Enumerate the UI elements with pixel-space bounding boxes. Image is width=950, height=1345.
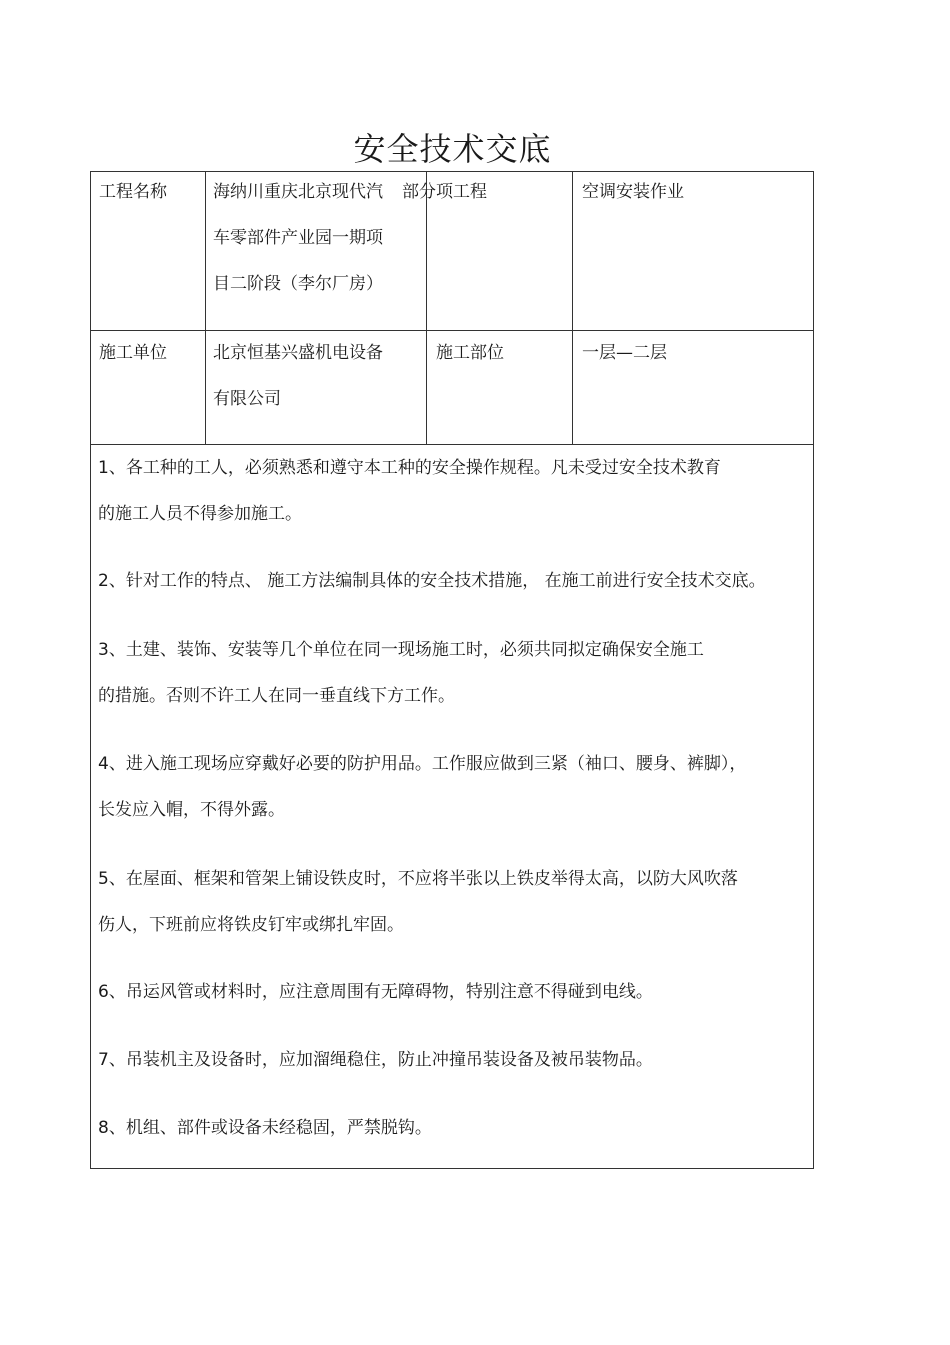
item-text: 3、土建、装饰、安装等几个单位在同一现场施工时，必须共同拟定确保安 xyxy=(98,640,653,660)
project-name-line: 海纳川重庆北京现代汽 xyxy=(213,182,383,202)
project-name-label: 工程名称 xyxy=(99,182,167,202)
briefing-item-7 xyxy=(98,1037,808,1083)
item-text-continued: 伤人，下班前应将铁皮钉牢或绑扎牢固。 xyxy=(98,915,404,935)
project-name-line: 目二阶段（李尔厂房） xyxy=(213,274,383,294)
location-value: 一层—二层 xyxy=(582,343,667,363)
item-text: 1、各工种的工人，必须熟悉和遵守本工种的安全操作规程。凡未受过安全 xyxy=(98,458,653,478)
briefing-item-2 xyxy=(98,558,808,604)
sub-project-label: 部分项工程 xyxy=(402,182,487,202)
item-text: 5、在屋面、框架和管架上铺设铁皮时，不应将半张以上铁皮举得太高，以防大风吹落 xyxy=(98,869,738,889)
briefing-item-8 xyxy=(98,1105,808,1151)
item-text: 8、机组、部件或设备未经稳固，严禁脱钩。 xyxy=(98,1118,432,1138)
item-text-continued: 的措施。否则不许工人在同一垂直线下方工作。 xyxy=(98,686,455,706)
item-text-continued: 的施工人员不得参加施工。 xyxy=(98,504,302,524)
briefing-item-3 xyxy=(98,627,808,719)
briefing-item-1 xyxy=(98,445,808,537)
contractor-line: 有限公司 xyxy=(213,389,281,409)
contractor-value xyxy=(213,330,383,422)
item-text-tail: 技术教育 xyxy=(652,458,721,478)
location-label: 施工部位 xyxy=(436,343,504,363)
item-text-tail: ， xyxy=(729,754,747,774)
briefing-item-5 xyxy=(98,856,808,948)
item-text-tail: 全施工 xyxy=(652,640,704,660)
item-text: 7、吊装机主及设备时，应加溜绳稳住，防止冲撞吊装设备及被吊装物品。 xyxy=(98,1050,653,1070)
document-title: 安全技术交底 xyxy=(353,130,552,168)
project-name-line: 车零部件产业园一期项 xyxy=(213,228,383,248)
briefing-item-6 xyxy=(98,969,808,1015)
project-name-value xyxy=(213,169,383,307)
item-text: 6、吊运风管或材料时，应注意周围有无障碍物，特别注意不得碰到电线。 xyxy=(98,982,653,1002)
item-text-continued: 长发应入帽，不得外露。 xyxy=(98,800,285,820)
sub-project-value: 空调安装作业 xyxy=(582,182,684,202)
item-text: 4、进入施工现场应穿戴好必要的防护用品。工作服应做到三紧（袖口、腰身、裤脚） xyxy=(98,754,730,774)
item-text: 2、针对工作的特点、 施工方法编制具体的安全技术措施， 在施工前进行安全技术交底。 xyxy=(98,571,766,591)
briefing-item-4 xyxy=(98,741,808,833)
contractor-label: 施工单位 xyxy=(99,343,167,363)
column-divider xyxy=(572,171,573,444)
column-divider xyxy=(205,171,206,444)
contractor-line: 北京恒基兴盛机电设备 xyxy=(213,343,383,363)
